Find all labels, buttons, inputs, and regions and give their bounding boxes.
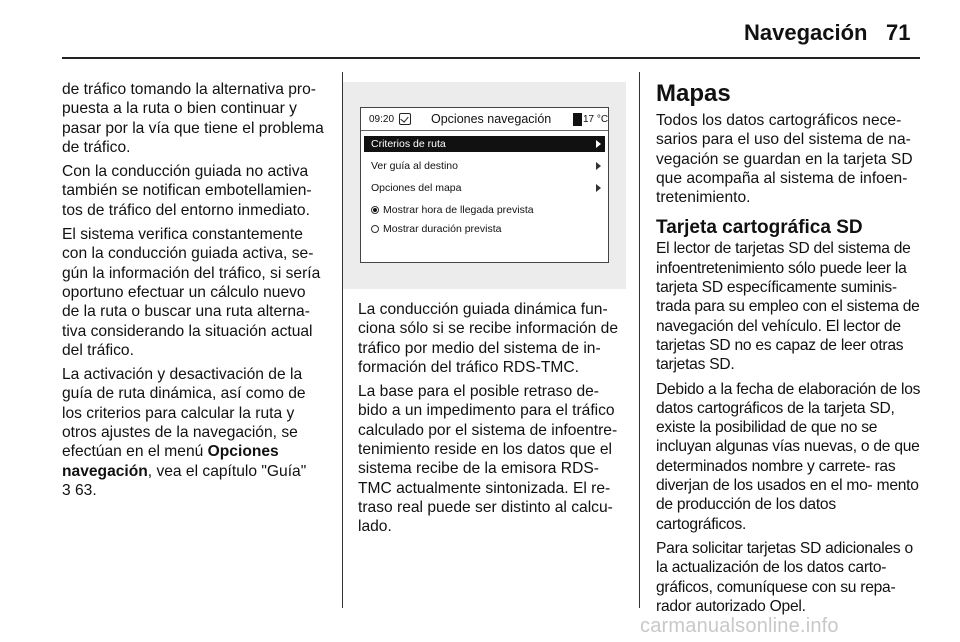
chevron-right-icon: [596, 140, 601, 148]
screen-status-bar: [361, 108, 608, 131]
section-title: Navegación: [744, 20, 868, 45]
paragraph-text: La activación y desactivación de la guía de ruta dinámica, así como de los criterios para calcular la ruta y otros ajustes de la navegación, se efectúan en el menú: [62, 366, 306, 461]
display-illustration: [343, 82, 626, 289]
radio-selected-icon: [371, 206, 379, 214]
screen-time: 09:20: [369, 114, 395, 125]
menu-item-label: Ver guía al destino: [371, 160, 458, 172]
page-reference-link[interactable]: 3 63.: [62, 481, 97, 499]
paragraph: de tráfico tomando la alternativa pro- puesta a la ruta o bien continuar y pasar por la vía que tiene el problema de tráfico.: [62, 81, 324, 156]
paragraph: La base para el posible retraso de- bido a un impedimento para el tráfico calculado por el sistema de infoentre- tenimiento reside en los datos que el sistema recibe de la emisora RDS- TMC actualmente sintonizada. El re- traso real puede ser distinto al calcu- lado.: [358, 383, 618, 536]
paragraph: El sistema verifica constantemente con la conducción guiada activa, se- gún la información del tráfico, si sería oportuno efectuar un cálculo nuevo de la ruta o buscar una ruta alterna- tiva considerando la situación actual del tráfico.: [62, 226, 321, 359]
option-duracion[interactable]: [364, 221, 605, 237]
thermometer-icon: [573, 113, 582, 126]
chevron-right-icon: [596, 162, 601, 170]
watermark: carmanualsonline.info: [640, 615, 839, 637]
menu-item-label: Opciones del mapa: [371, 182, 462, 194]
text-column-2: [358, 300, 624, 542]
paragraph: [62, 365, 326, 500]
header-divider: [62, 57, 920, 59]
menu-item-ver-guia[interactable]: [364, 158, 605, 174]
page-header: [0, 0, 960, 58]
menu-item-criterios-de-ruta[interactable]: [364, 136, 605, 152]
paragraph: El lector de tarjetas SD del sistema de infoentretenimiento sólo puede leer la tarjeta SD específicamente suminis- trada para su empleo con el sistema de navegación del vehículo. El lector de tarjetas SD no es capaz de leer otras tarjetas SD.: [656, 240, 920, 374]
chevron-right-icon: [596, 184, 601, 192]
paragraph-text: , vea el capítulo "Guía": [147, 462, 307, 480]
paragraph: Para solicitar tarjetas SD adicionales o la actualización de los datos carto- gráficos, comuníquese con su repa- rador autorizado Opel.: [656, 539, 913, 615]
radio-empty-icon: [371, 225, 379, 233]
option-label: Mostrar duración prevista: [383, 223, 502, 235]
menu-item-label: Criterios de ruta: [371, 138, 446, 150]
nav-options-screen: [360, 107, 609, 263]
option-hora-llegada[interactable]: [364, 202, 605, 218]
back-icon: [399, 113, 411, 125]
text-column-1: [62, 80, 326, 505]
text-column-3: [656, 80, 922, 621]
paragraph: Con la conducción guiada no activa también se notifican embotellamien- tos de tráfico del entorno inmediato.: [62, 163, 312, 219]
section-heading: Mapas: [656, 80, 731, 107]
menu-reference: Opciones navegación: [62, 443, 279, 480]
screen-temperature: 17 °C: [583, 114, 609, 125]
screen-title: Opciones navegación: [431, 112, 552, 126]
page-number: 71: [886, 20, 911, 45]
paragraph: Debido a la fecha de elaboración de los datos cartográficos de la tarjeta SD, existe la posibilidad de que no se incluyan algunas vías nuevas, o de que determinados nombre y carrete- ras diverjan de los usados en el mo- mento de producción de los datos cartográficos.: [656, 380, 921, 533]
paragraph: Todos los datos cartográficos nece- sarios para el uso del sistema de na- vegación se guardan en la tarjeta SD que acompaña al sistema de infoen- tretenimiento.: [656, 112, 913, 207]
paragraph: La conducción guiada dinámica fun- ciona sólo si se recibe información de tráfico por medio del sistema de in- formación del tráfico RDS-TMC.: [358, 301, 619, 376]
menu-item-opciones-mapa[interactable]: [364, 180, 605, 196]
subsection-heading: Tarjeta cartográfica SD: [656, 217, 863, 239]
option-label: Mostrar hora de llegada prevista: [383, 204, 534, 216]
column-divider-2: [639, 72, 640, 608]
